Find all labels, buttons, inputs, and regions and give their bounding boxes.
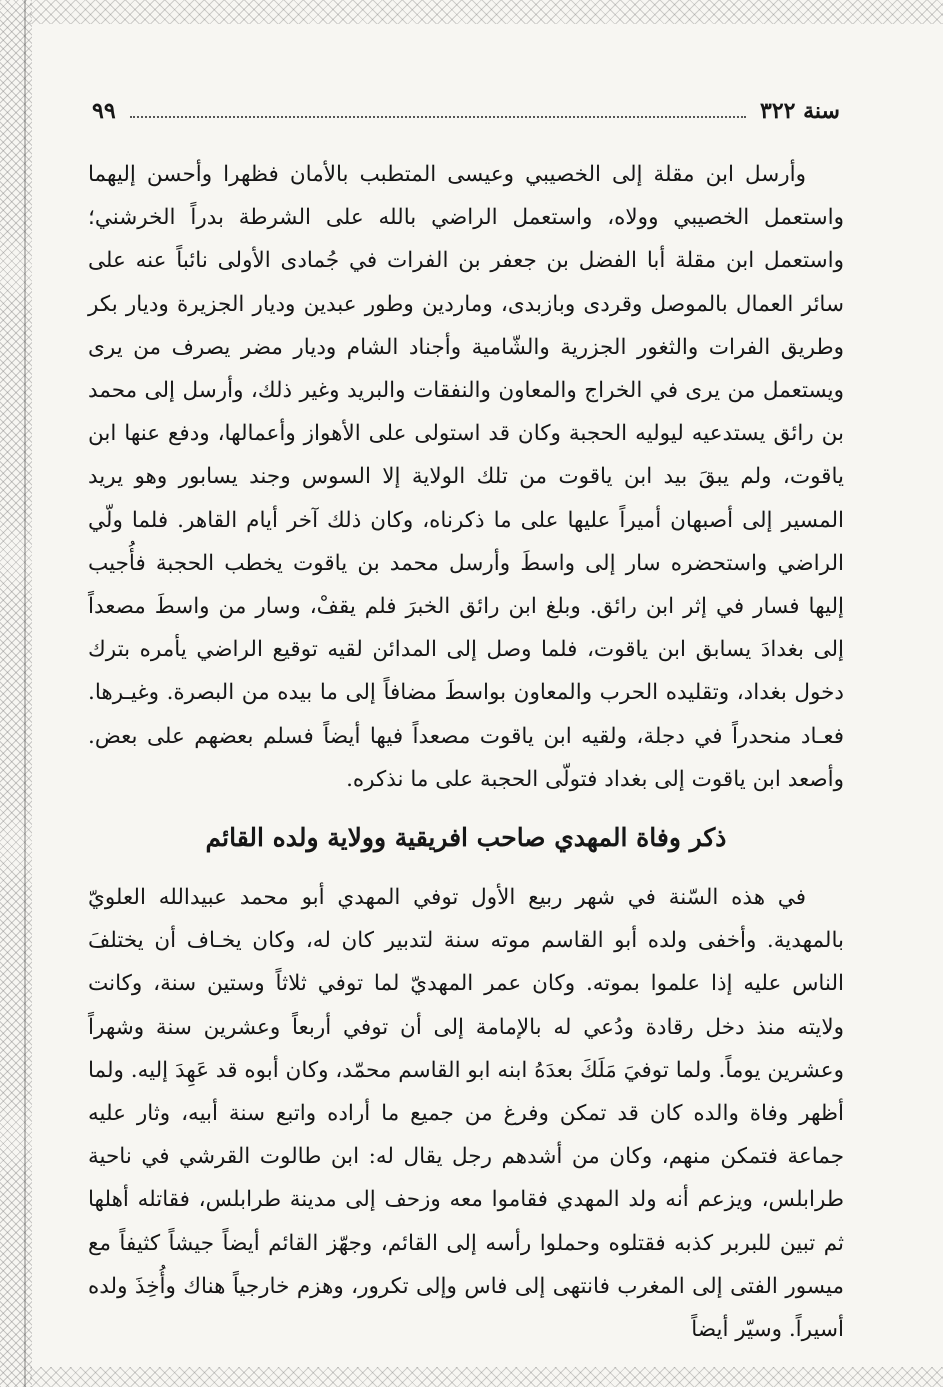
header-dotted-rule — [130, 116, 746, 118]
running-header — [92, 94, 840, 128]
left-decorative-border — [0, 0, 32, 1387]
paragraph: في هذه السّنة في شهر ربيع الأول توفي المهدي أبو محمد عبيدالله العلويّ بالمهدية. وأخفى ولده أبو القاسم موته سنة لتدبير كان له، وكان يخـاف أن يختلفَ الناس عليه إذا علموا بموته. وكان عمر المهديّ لما توفي ثلاثاً وستين سنة، وكانت ولايته منذ دخل رقادة ودُعي له بالإمامة إلى أن توفي أربعاً وعشرين سنة وشهراً وعشرين يوماً. ولما توفيَ مَلَكَ بعدَهُ ابنه ابو القاسم محمّد، وكان أبوه قد عَهِدَ إليه. ولما أظهر وفاة والده كان قد تمكن وفرغ من جميع ما أراده واتبع سنة أبيه، وثار عليه جماعة فتمكن منهم، وكان من أشدهم رجل يقال له: ابن طالوت القرشي في ناحية طرابلس، ويزعم أنه ولد المهدي فقاموا معه وزحف إلى مدينة طرابلس، فقاتله أهلها ثم تبين للبربر كذبه فقتلوه وحملوا رأسه إلى القائم، وجهّز القائم أيضاً جيشاً كثيفاً مع ميسور الفتى إلى المغرب فانتهى إلى فاس وإلى تكرور، وهزم خارجياً هناك وأُخِذَ ولده أسيراً. وسيّر أيضاً — [88, 885, 844, 1343]
body-text-bottom — [88, 876, 844, 1351]
page-number: ٩٩ — [92, 98, 116, 124]
top-decorative-border — [30, 0, 943, 24]
paragraph: وأرسل ابن مقلة إلى الخصيبي وعيسى المتطبب بالأمان فظهرا وأحسن إليهما واستعمل الخصيبي وولاه، واستعمل الراضي بالله على الشرطة بدراً الخرشني؛ واستعمل ابن مقلة أبا الفضل بن جعفر بن الفرات في جُمادى الأولى نائباً عنه على سائر العمال بالموصل وقردى وبازبدى، وماردين وطور عبدين وديار الجزيرة وديار بكر وطريق الفرات والثغور الجزرية والشّامية وأجناد الشام وديار مضر يصرف من يرى ويستعمل من يرى في الخراج والمعاون والنفقات والبريد وغير ذلك، وأرسل إلى محمد بن رائق يستدعيه ليوليه الحجبة وكان قد استولى على الأهواز وأعمالها، ودفع عنها ابن ياقوت، ولم يبقَ بيد ابن ياقوت من تلك الولاية إلا السوس وجند يسابور وهو يريد المسير إلى أصبهان أميراً عليها على ما ذكرناه، وكان ذلك آخر أيام القاهر. فلما ولّي الراضي واستحضره سار إلى واسطَ وأرسل محمد بن ياقوت يخطب الحجبة فأُجيب إليها فسار في إثر ابن رائق. وبلغ ابن رائق الخبرَ فلم يقفْ، وسار من واسطَ مصعداً إلى بغدادَ يسابق ابن ياقوت، فلما وصل إلى المدائن لقيه توقيع الراضي يأمره بترك دخول بغداد، وتقليده الحرب والمعاون بواسطَ مضافاً إلى ما بيده من البصرة. وغيـرها. فعـاد منحدراً في دجلة، ولقيه ابن ياقوت مصعداً فيها أيضاً فسلم بعضهم على بعض. وأصعد ابن ياقوت إلى بغداد فتولّى الحجبة على ما نذكره. — [88, 162, 844, 792]
bottom-decorative-border — [30, 1367, 943, 1387]
header-year: سنة ٣٢٢ — [760, 98, 840, 124]
body-text-top — [88, 153, 844, 801]
section-heading: ذكر وفاة المهدي صاحب افريقية وولاية ولده القائم — [205, 823, 727, 852]
